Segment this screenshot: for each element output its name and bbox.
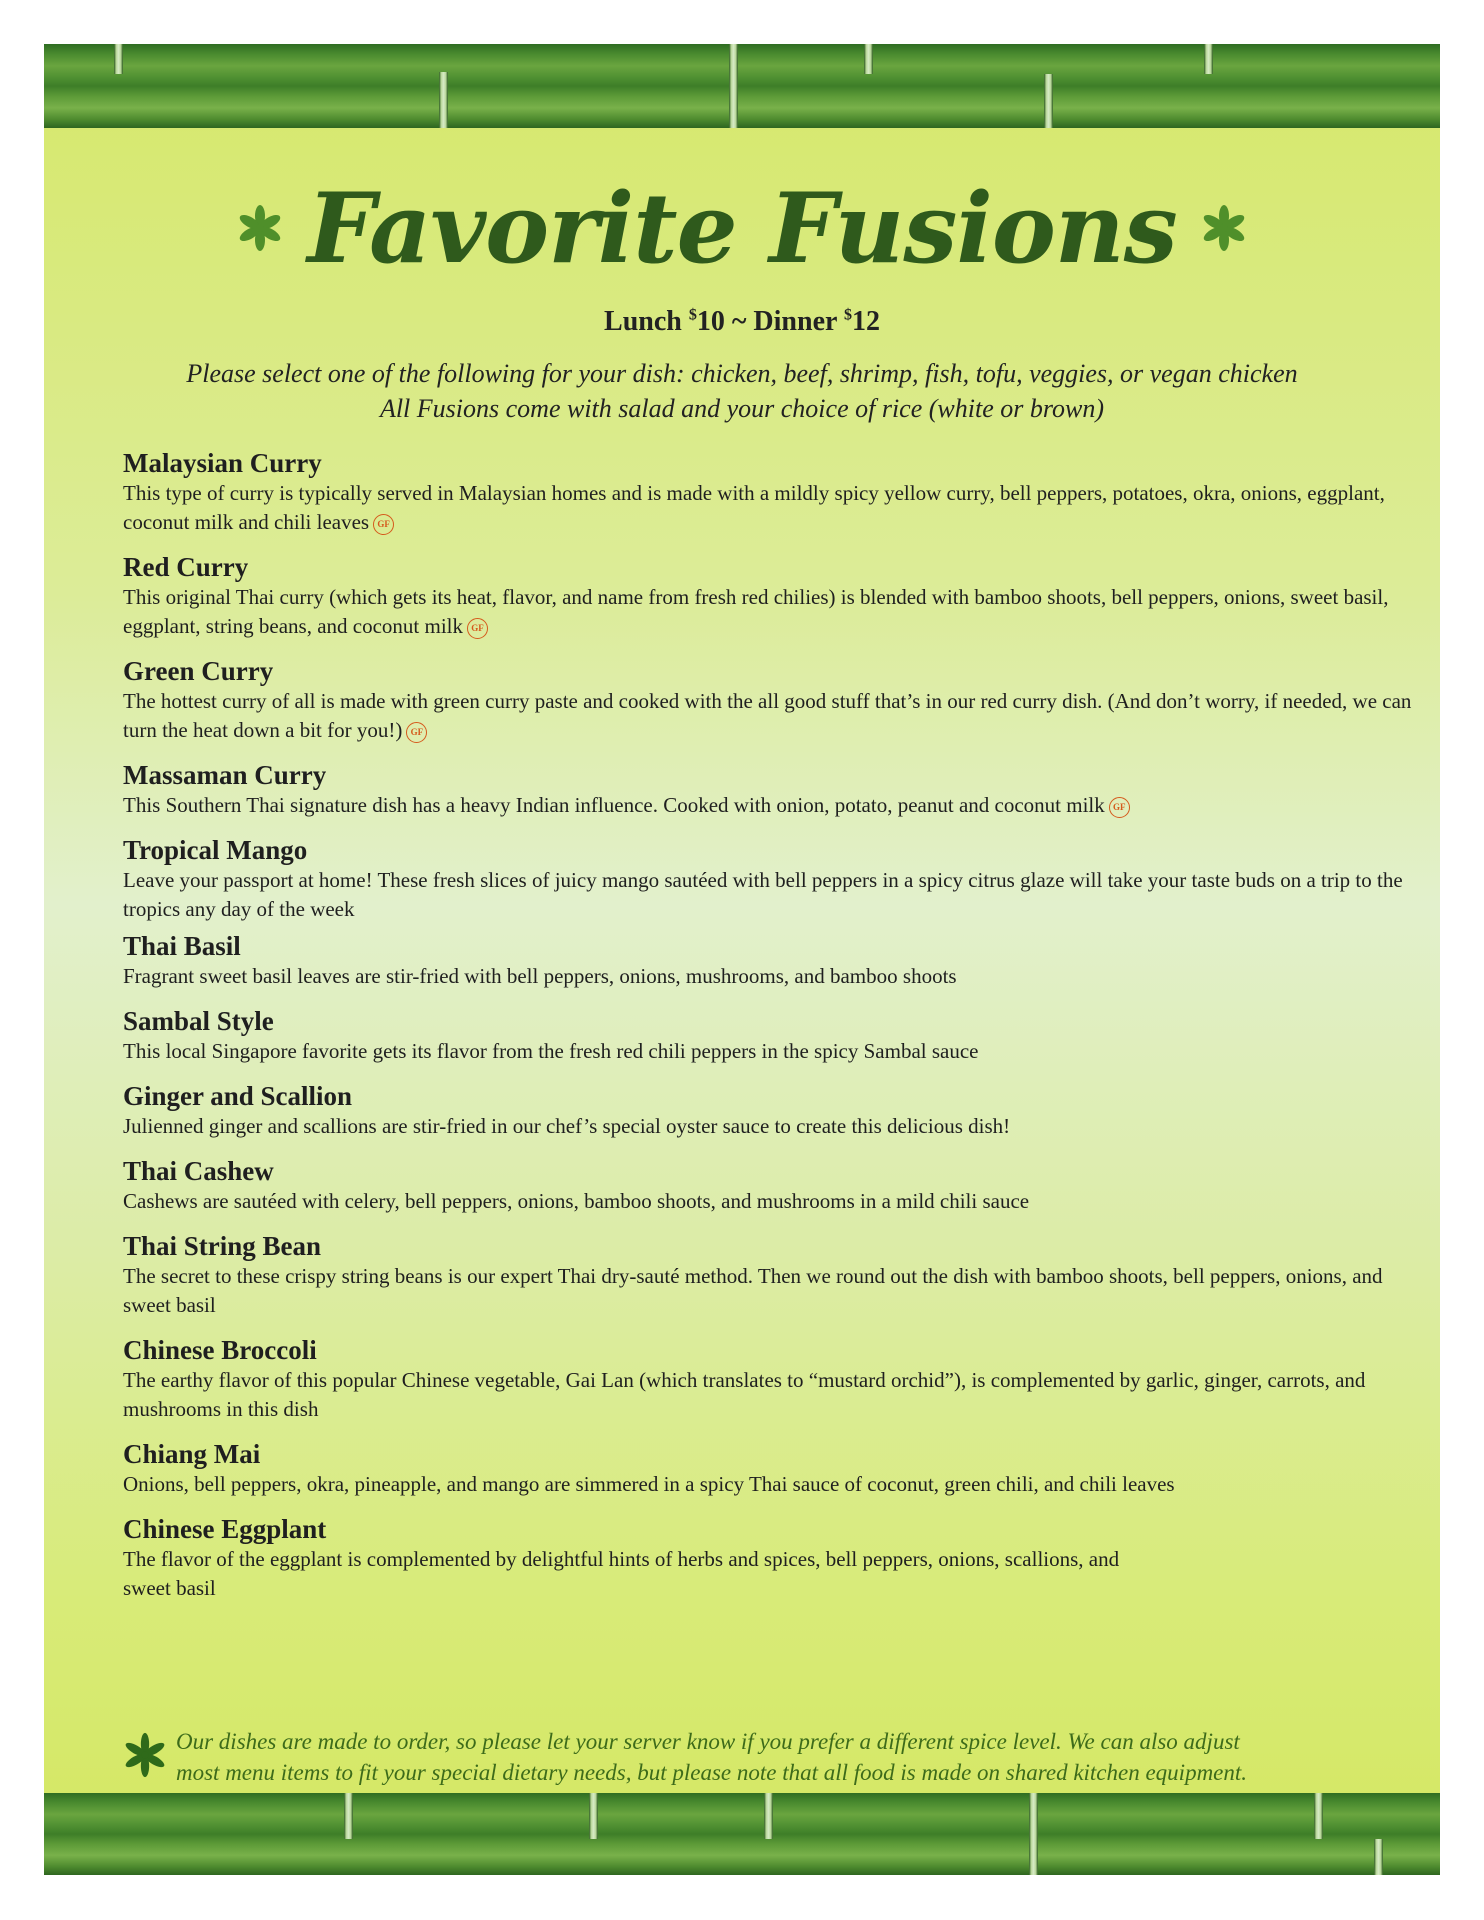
dish-massaman-curry bbox=[123, 759, 1423, 820]
dish-description: The secret to these crispy string beans is our expert Thai dry-sauté method. Then we round out the dish with bamboo shoots, bell peppers, onions, and sweet basil bbox=[123, 1264, 1383, 1317]
dish-description: The flavor of the eggplant is complemented by delightful hints of herbs and spices, bell peppers, onions, scallions, and sweet basil bbox=[123, 1547, 1120, 1600]
dish-name: Green Curry bbox=[123, 656, 274, 686]
title-row bbox=[44, 148, 1440, 308]
bamboo-bottom-border bbox=[44, 1793, 1440, 1875]
dish-red-curry bbox=[123, 551, 1423, 641]
dish-description: This type of curry is typically served in Malaysian homes and is made with a mildly spicy yellow curry, bell peppers, potatoes, okra, onions, eggplant, coconut milk and chili leaves GF bbox=[123, 481, 1385, 534]
dish-name: Thai Basil bbox=[123, 931, 241, 961]
price-line bbox=[44, 306, 1440, 338]
asterisk-flower-icon bbox=[235, 203, 285, 253]
dish-sambal-style bbox=[123, 1005, 1423, 1066]
intro-text bbox=[44, 356, 1440, 426]
dish-description: This Southern Thai signature dish has a heavy Indian influence. Cooked with onion, potato, peanut and coconut milk GF bbox=[123, 791, 1423, 820]
dish-name: Chiang Mai bbox=[123, 1439, 261, 1469]
dish-green-curry bbox=[123, 655, 1423, 745]
dish-description: Julienned ginger and scallions are stir-fried in our chef’s special oyster sauce to create this delicious dish! bbox=[123, 1114, 1011, 1138]
dish-description: Onions, bell peppers, okra, pineapple, and mango are simmered in a spicy Thai sauce of coconut, green chili, and chili leaves bbox=[123, 1472, 1175, 1496]
dish-name: Tropical Mango bbox=[123, 835, 308, 865]
note-text bbox=[176, 1726, 1247, 1788]
dish-thai-cashew bbox=[123, 1155, 1423, 1216]
dish-name: Chinese Broccoli bbox=[123, 1335, 317, 1365]
dish-name: Sambal Style bbox=[123, 1006, 274, 1036]
dish-description: This local Singapore favorite gets its flavor from the fresh red chili peppers in the spicy Sambal sauce bbox=[123, 1039, 979, 1063]
gf-circle-icon: GF bbox=[406, 722, 427, 743]
price-separator: ~ Dinner bbox=[724, 306, 844, 337]
dish-thai-string-bean bbox=[123, 1230, 1423, 1320]
dish-name: Massaman Curry bbox=[123, 760, 327, 790]
intro-line-2: All Fusions come with salad and your choice of rice (white or brown) bbox=[379, 394, 1105, 423]
dish-tropical-mango bbox=[123, 834, 1423, 924]
dish-list bbox=[123, 447, 1423, 1617]
bamboo-top-border bbox=[44, 44, 1440, 128]
dish-chinese-eggplant bbox=[123, 1513, 1423, 1603]
dish-name: Thai String Bean bbox=[123, 1231, 322, 1261]
dinner-currency: $ bbox=[843, 306, 852, 324]
menu-page bbox=[44, 44, 1440, 1875]
dish-ginger-and-scallion bbox=[123, 1080, 1423, 1141]
gf-circle-icon: GF bbox=[1109, 797, 1130, 818]
dish-chiang-mai bbox=[123, 1438, 1423, 1499]
dish-description: The earthy flavor of this popular Chinese vegetable, Gai Lan (which translates to “mustard orchid”), is complemented by garlic, ginger, carrots, and mushrooms in this dish bbox=[123, 1368, 1366, 1421]
dish-name: Chinese Eggplant bbox=[123, 1514, 327, 1544]
intro-line-1: Please select one of the following for your dish: chicken, beef, shrimp, fish, tofu, veggies, or vegan chicken bbox=[186, 359, 1298, 388]
page-title: Favorite Fusions bbox=[307, 171, 1177, 285]
dish-chinese-broccoli bbox=[123, 1334, 1423, 1424]
dish-malaysian-curry bbox=[123, 447, 1423, 537]
dish-description: Leave your passport at home! These fresh slices of juicy mango sautéed with bell peppers in a spicy citrus glaze will take your taste buds on a trip to the tropics any day of the week bbox=[123, 868, 1403, 921]
asterisk-flower-icon bbox=[1199, 203, 1249, 253]
lunch-label: Lunch bbox=[604, 306, 689, 337]
note-line-2: most menu items to fit your special dietary needs, but please note that all food is made on shared kitchen equipment. bbox=[176, 1760, 1248, 1785]
dish-description: Cashews are sautéed with celery, bell peppers, onions, bamboo shoots, and mushrooms in a mild chili sauce bbox=[123, 1189, 1030, 1213]
dish-description: The hottest curry of all is made with green curry paste and cooked with the all good stuff that’s in our red curry dish. (And don’t worry, if needed, we can turn the heat down a bit for you!) GF bbox=[123, 689, 1412, 742]
dish-thai-basil bbox=[123, 930, 1423, 991]
dish-name: Malaysian Curry bbox=[123, 448, 322, 478]
dietary-note bbox=[122, 1726, 1440, 1788]
gf-circle-icon: GF bbox=[373, 514, 394, 535]
dish-name: Red Curry bbox=[123, 552, 249, 582]
dish-name: Ginger and Scallion bbox=[123, 1081, 353, 1111]
lunch-price: 10 bbox=[696, 306, 725, 337]
note-line-1: Our dishes are made to order, so please let your server know if you prefer a different spice level. We can also adjust bbox=[176, 1729, 1240, 1754]
lunch-currency: $ bbox=[688, 306, 697, 324]
dish-description: Fragrant sweet basil leaves are stir-fried with bell peppers, onions, mushrooms, and bamboo shoots bbox=[123, 964, 957, 988]
dinner-price: 12 bbox=[851, 306, 880, 337]
asterisk-flower-icon bbox=[122, 1732, 168, 1778]
dish-description: This original Thai curry (which gets its heat, flavor, and name from fresh red chilies) is blended with bamboo shoots, bell peppers, onions, sweet basil, eggplant, string beans, and coconut milk GF bbox=[123, 585, 1389, 638]
gf-circle-icon: GF bbox=[467, 618, 488, 639]
dish-name: Thai Cashew bbox=[123, 1156, 274, 1186]
